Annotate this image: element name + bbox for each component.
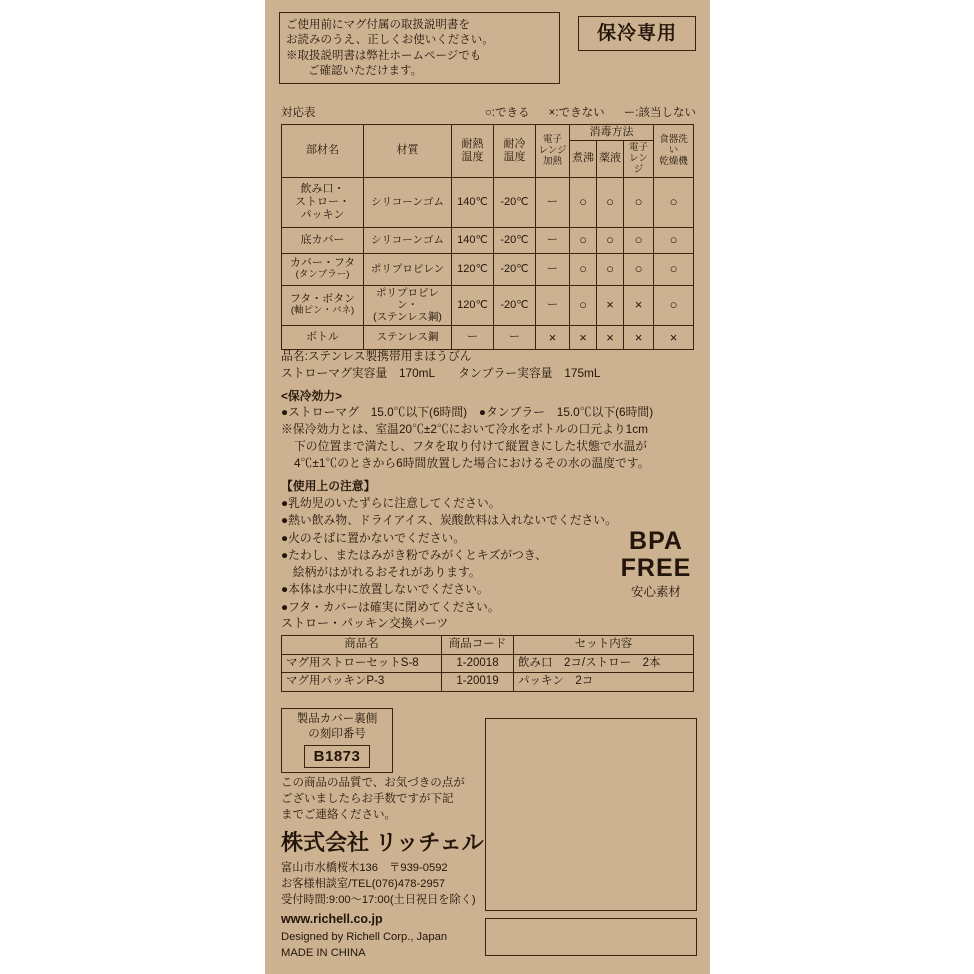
th-parts-code: 商品コード: [442, 636, 514, 655]
quality-line-1: この商品の品質で、お気づきの点が: [281, 777, 465, 789]
th-material: 材質: [364, 125, 452, 178]
usage-item: ●フタ・カバーは確実に閉めてください。: [281, 599, 500, 614]
parts-code: 1-20019: [442, 673, 514, 692]
parts-code: 1-20018: [442, 654, 514, 673]
parts-header-row: [282, 636, 694, 655]
th-dishwasher: [654, 125, 694, 178]
parts-row: [282, 654, 694, 673]
th-microwave: [536, 125, 570, 178]
cold-performance-note-3: 4℃±1℃のときから6時間放置した場合におけるその水の温度です。: [294, 455, 650, 470]
cell-chem: ×: [597, 285, 624, 325]
cold-performance-note-2: 下の位置まで満たし、フタを取り付けて縦置きにした状態で水温が: [294, 438, 648, 453]
parts-name: マグ用パッキンP-3: [282, 673, 442, 692]
parts-name: マグ用ストローセットS-8: [282, 654, 442, 673]
label-content: [275, 8, 700, 966]
legend-ok: ○:できる: [484, 107, 530, 119]
bpa-subtitle: 安心素材: [630, 585, 681, 599]
blank-print-box-small: [485, 918, 697, 956]
usage-cautions-title: 【使用上の注意】: [281, 479, 376, 493]
left-margin: [0, 0, 265, 974]
cell-heat: ー: [452, 325, 494, 349]
th-micro2-l2: レンジ: [629, 153, 648, 176]
cell-material: [364, 285, 452, 325]
top-notice-line-3: ※取扱説明書は弊社ホームページでも: [286, 49, 482, 62]
top-notice-line-2: お読みのうえ、正しくお使いください。: [286, 34, 494, 47]
th-dishwasher-l2: 乾燥機: [659, 156, 688, 168]
cell-material: ステンレス鋼: [364, 325, 452, 349]
cell-dishwasher: ×: [654, 325, 694, 349]
usage-item: ●火のそばに置かないでください。: [281, 530, 466, 545]
usage-cautions-block: [281, 478, 631, 616]
cell-cold: -20℃: [494, 177, 536, 227]
table-row: [282, 177, 694, 227]
cell-dishwasher: ○: [654, 285, 694, 325]
th-cold: [494, 125, 536, 178]
company-hours: 受付時間:9:00〜17:00(土日祝日を除く): [281, 894, 476, 907]
replacement-parts-title: ストロー・パッキン交換パーツ: [281, 616, 449, 630]
stamp-label-line-1: 製品カバー裏側: [296, 713, 378, 725]
cell-part: [282, 253, 364, 285]
cell-micro2: ○: [624, 177, 654, 227]
cell-microwave: ー: [536, 285, 570, 325]
th-heat: [452, 125, 494, 178]
cell-dishwasher: ○: [654, 177, 694, 227]
cell-material-l2: (ステンレス鋼): [373, 311, 442, 324]
usage-item: ●本体は水中に放置しないでください。: [281, 582, 489, 597]
bpa-line-1: BPA: [629, 527, 683, 555]
legend-na: ー:該当しない: [623, 107, 696, 119]
th-chem: 薬液: [597, 140, 624, 177]
cell-material: ポリプロピレン: [364, 253, 452, 285]
cell-part-l1: 飲み口・: [300, 182, 345, 195]
cell-heat: 140℃: [452, 177, 494, 227]
cold-performance-note-1: ※保冷効力とは、室温20℃±2℃において冷水をボトルの口元より1cm: [281, 422, 648, 436]
cell-part-l1: フタ・ボタン: [289, 293, 356, 306]
cell-microwave: ー: [536, 253, 570, 285]
cell-part: 底カバー: [282, 227, 364, 253]
th-microwave-l1: 電子: [542, 133, 562, 145]
usage-item-continuation: 絵柄がはがれるおそれがあります。: [281, 565, 481, 580]
quality-line-3: までご連絡ください。: [281, 808, 396, 821]
compat-title: 対応表: [281, 107, 316, 119]
table-row: [282, 227, 694, 253]
cell-micro2: ○: [624, 227, 654, 253]
cell-chem: ○: [597, 253, 624, 285]
th-cold-l1: 耐冷: [503, 137, 526, 150]
bpa-free-badge: [615, 528, 697, 600]
cell-boil: ○: [570, 177, 597, 227]
quality-contact-block: [281, 776, 511, 824]
stamp-code: B1873: [304, 745, 371, 769]
th-cold-l2: 温度: [503, 150, 526, 163]
cold-performance-values: ●ストローマグ 15.0℃以下(6時間) ●タンブラー 15.0℃以下(6時間): [281, 405, 654, 420]
cell-part-l2: ストロー・: [295, 195, 350, 208]
top-notice-line-1: ご使用前にマグ付属の取扱説明書を: [286, 19, 470, 31]
made-in: MADE IN CHINA: [281, 946, 366, 959]
cold-only-badge: 保冷専用: [578, 16, 696, 51]
cell-material: シリコーンゴム: [364, 227, 452, 253]
th-micro2-l1: 電子: [629, 141, 649, 153]
th-heat-l2: 温度: [461, 150, 484, 163]
cell-cold: -20℃: [494, 253, 536, 285]
company-name: 株式会社 リッチェル: [281, 830, 484, 855]
cell-cold: -20℃: [494, 227, 536, 253]
company-address-1: 富山市水橋桜木136 〒939-0592: [281, 862, 448, 874]
th-boil: 煮沸: [570, 140, 597, 177]
cell-dishwasher: ○: [654, 227, 694, 253]
th-dishwasher-l1: 食器洗い: [659, 133, 688, 157]
cell-part: [282, 177, 364, 227]
cell-heat: 120℃: [452, 253, 494, 285]
english-footer: [281, 930, 447, 962]
table-row: [282, 325, 694, 349]
compatibility-table: [281, 124, 694, 350]
cell-part-l2: (タンブラー): [295, 269, 350, 281]
company-url[interactable]: www.richell.co.jp: [281, 912, 383, 926]
cell-microwave: ー: [536, 177, 570, 227]
table-header-row-1: [282, 125, 694, 141]
cell-cold: ー: [494, 325, 536, 349]
company-block: [281, 830, 521, 856]
cell-part-l3: パッキン: [300, 208, 345, 221]
cell-material: シリコーンゴム: [364, 177, 452, 227]
cell-chem: ○: [597, 227, 624, 253]
cell-boil: ×: [570, 325, 597, 349]
cell-material-l1: ポリプロピレン・: [376, 286, 439, 311]
cell-boil: ○: [570, 253, 597, 285]
cell-micro2: ○: [624, 253, 654, 285]
top-notice-line-4: ご確認いただけます。: [308, 64, 423, 77]
table-row: [282, 253, 694, 285]
product-name-line: 品名:ステンレス製携帯用まほうびん: [281, 349, 472, 363]
cell-chem: ○: [597, 177, 624, 227]
th-parts-contents: セット内容: [514, 636, 694, 655]
cell-part-l2: (軸ピン・バネ): [290, 305, 355, 317]
product-info-block: [281, 348, 701, 471]
company-address-block: [281, 860, 531, 909]
cell-cold: -20℃: [494, 285, 536, 325]
right-margin: [710, 0, 974, 974]
quality-line-2: ございましたらお手数ですが下記: [281, 792, 454, 805]
usage-item: ●熱い飲み物、ドライアイス、炭酸飲料は入れないでください。: [281, 513, 617, 528]
th-micro2: [624, 140, 654, 177]
th-microwave-l3: 加熱: [542, 156, 562, 168]
cell-micro2: ×: [624, 285, 654, 325]
cell-boil: ○: [570, 285, 597, 325]
cell-part-l1: カバー・フタ: [289, 257, 356, 270]
bpa-line-2: FREE: [620, 554, 692, 582]
compat-heading-row: [281, 106, 696, 121]
table-row: [282, 285, 694, 325]
top-notice-box: [279, 12, 560, 84]
cell-heat: 140℃: [452, 227, 494, 253]
cell-microwave: ー: [536, 227, 570, 253]
th-parts-name: 商品名: [282, 636, 442, 655]
product-capacity-line: ストローマグ実容量 170mL タンブラー実容量 175mL: [281, 365, 601, 380]
th-microwave-l2: レンジ: [538, 145, 567, 157]
cell-part: ボトル: [282, 325, 364, 349]
company-address-2: お客様相談室/TEL(076)478-2957: [281, 878, 446, 891]
th-part: 部材名: [282, 125, 364, 178]
cell-microwave: ×: [536, 325, 570, 349]
usage-item: ●乳幼児のいたずらに注意してください。: [281, 496, 501, 511]
cell-micro2: ×: [624, 325, 654, 349]
designed-by: Designed by Richell Corp., Japan: [281, 931, 448, 943]
cell-part: [282, 285, 364, 325]
th-sterilize-group: 消毒方法: [570, 125, 654, 141]
th-heat-l1: 耐熱: [461, 137, 484, 150]
cell-dishwasher: ○: [654, 253, 694, 285]
stamp-number-box: [281, 708, 393, 773]
parts-contents: パッキン 2コ: [514, 673, 694, 692]
compat-legend: [469, 106, 696, 121]
usage-item: ●たわし、またはみがき粉でみがくとキズがつき、: [281, 547, 547, 562]
cell-boil: ○: [570, 227, 597, 253]
cell-heat: 120℃: [452, 285, 494, 325]
stamp-label-line-2: の刻印番号: [308, 727, 366, 740]
parts-row: [282, 673, 694, 692]
cold-performance-title: <保冷効力>: [281, 388, 342, 403]
cell-chem: ×: [597, 325, 624, 349]
replacement-parts-table: [281, 635, 694, 692]
legend-no: ×:できない: [548, 107, 605, 119]
parts-contents: 飲み口 2コ/ストロー 2本: [514, 654, 694, 673]
